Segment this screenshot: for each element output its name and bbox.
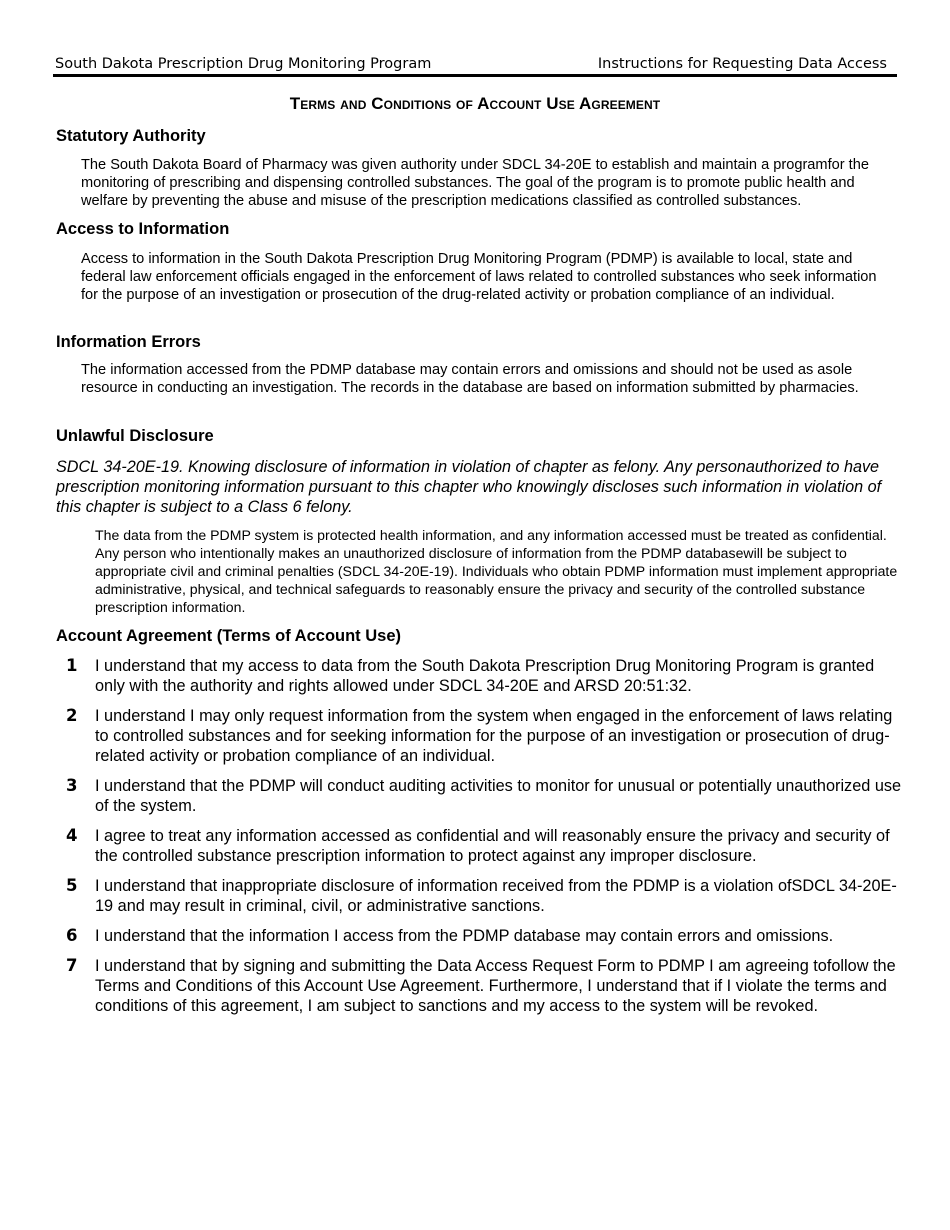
disclosure-heading: Unlawful Disclosure — [56, 427, 214, 445]
agreement-text: I understand that the PDMP will conduct auditing activities to monitor for unusual or potentially unauthorized use of the system. — [95, 777, 902, 815]
header-document-name: Instructions for Requesting Data Access — [597, 56, 887, 72]
agreement-item — [56, 776, 906, 816]
agreement-number: 2 — [66, 706, 78, 725]
agreement-item — [56, 926, 906, 946]
agreement-item — [56, 956, 906, 1016]
agreement-number: 1 — [66, 656, 78, 675]
agreement-text: I understand that the information I access from the PDMP database may contain errors and omissions. — [95, 927, 834, 945]
header-program-name: South Dakota Prescription Drug Monitoring Program — [55, 56, 432, 72]
agreement-text: I understand I may only request information from the system when engaged in the enforcement of laws relating to controlled substances and for seeking information for the purpose of an investigation or prosecution of drug-related activity or probation compliance of an individual. — [95, 707, 893, 765]
access-text: Access to information in the South Dakota Prescription Drug Monitoring Program (PDMP) is available to local, state and federal law enforcement officials engaged in the enforcement of laws related to controlled substances who seek information for the purpose of an investigation or prosecution of the drug-related activity or probation compliance of an individual. — [81, 251, 877, 303]
agreement-item — [56, 826, 906, 866]
agreement-number: 7 — [66, 956, 78, 975]
disclosure-statute-quote: SDCL 34-20E-19. Knowing disclosure of information in violation of chapter as felony. Any personauthorized to have prescription monitoring information pursuant to this chapter who knowingly discloses such information in violation of this chapter is subject to a Class 6 felony. — [56, 458, 882, 516]
access-heading: Access to Information — [56, 220, 230, 238]
agreement-item — [56, 706, 906, 766]
agreement-item — [56, 656, 906, 696]
disclosure-text: The data from the PDMP system is protected health information, and any information accessed must be treated as confidential. Any person who intentionally makes an unauthorized disclosure of information from the PDMP databasewill be subject to appropriate civil and criminal penalties (SDCL 34-20E-19). Individuals who obtain PDMP information must implement appropriate administrative, physical, and technical safeguards to reasonably ensure the privacy and security of the controlled substance prescription information. — [95, 527, 898, 615]
agreement-number: 5 — [66, 876, 78, 895]
agreement-list — [56, 656, 906, 1026]
document-title: Terms and Conditions of Account Use Agreement — [289, 94, 661, 113]
statutory-authority-heading: Statutory Authority — [56, 127, 206, 145]
agreement-text: I understand that inappropriate disclosure of information received from the PDMP is a violation ofSDCL 34-20E-19 and may result in criminal, civil, or administrative sanctions. — [95, 877, 897, 915]
page-header — [53, 55, 897, 77]
errors-text: The information accessed from the PDMP database may contain errors and omissions and should not be used as asole resource in conducting an investigation. The records in the database are based on information submitted by pharmacies. — [81, 362, 859, 396]
agreement-number: 4 — [66, 826, 78, 845]
agreement-item — [56, 876, 906, 916]
agreement-number: 6 — [66, 926, 78, 945]
statutory-authority-text: The South Dakota Board of Pharmacy was given authority under SDCL 34-20E to establish and maintain a programfor the monitoring of prescribing and dispensing controlled substances. The goal of the program is to promote public health and welfare by preventing the abuse and misuse of the prescription medications classified as controlled substances. — [81, 157, 869, 209]
agreement-text: I understand that by signing and submitting the Data Access Request Form to PDMP I am agreeing tofollow the Terms and Conditions of this Account Use Agreement. Furthermore, I understand that if I violate the terms and conditions of this agreement, I am subject to sanctions and my access to the system will be revoked. — [95, 957, 896, 1015]
errors-heading: Information Errors — [56, 333, 201, 351]
agreement-text: I understand that my access to data from the South Dakota Prescription Drug Monitoring Program is granted only with the authority and rights allowed under SDCL 34-20E and ARSD 20:51:32. — [95, 657, 875, 695]
agreement-number: 3 — [66, 776, 78, 795]
agreement-heading: Account Agreement (Terms of Account Use) — [56, 627, 402, 645]
agreement-text: I agree to treat any information accessed as confidential and will reasonably ensure the privacy and security of the controlled substance prescription information to protect against any improper disclosure. — [95, 827, 890, 865]
